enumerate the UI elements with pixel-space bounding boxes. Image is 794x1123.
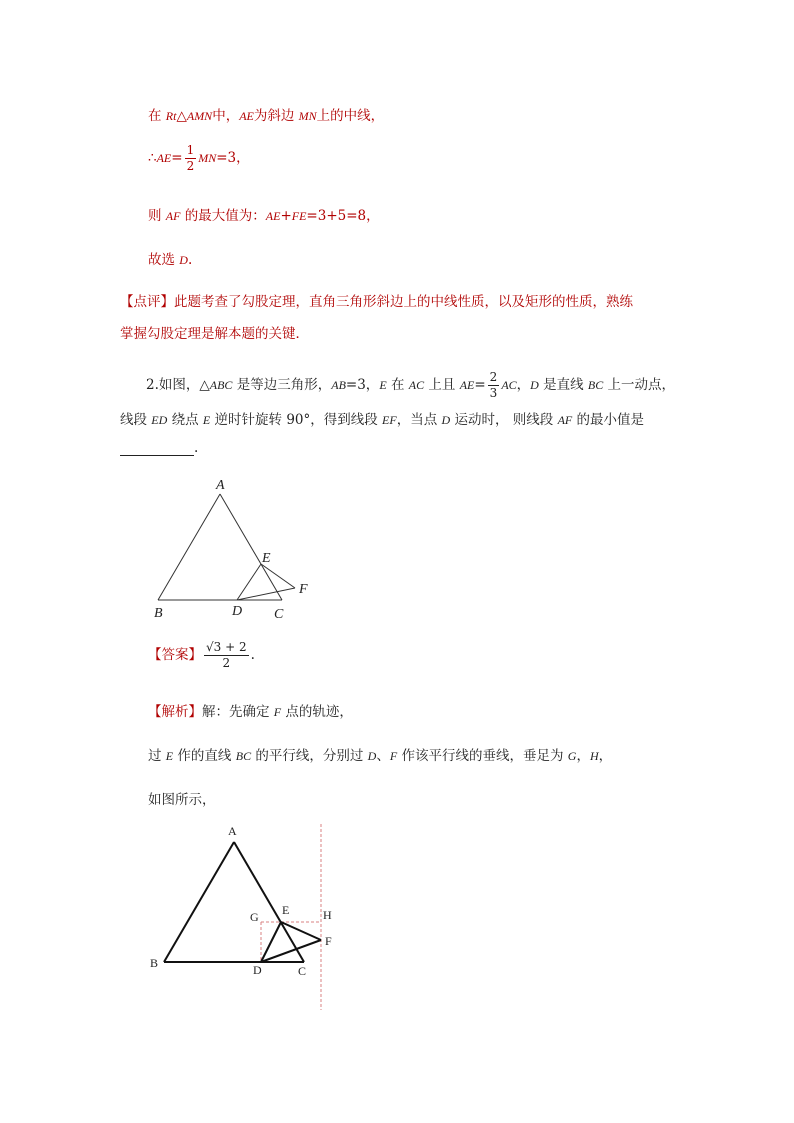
label-e-2: E [282,903,290,917]
fraction-one-half: $\frac{1}{2}$ [186,143,195,173]
label-a: A [216,478,225,493]
label-c-2: C [298,964,307,978]
solution-line-2: ∴AE= $\frac{1}{2}$ MN=3， [148,143,250,173]
comment-paragraph: 【点评】此题考查了勾股定理，直角三角形斜边上的中线性质，以及矩形的性质，熟练 掌握勾股定理是解本题的关键． [120,294,633,342]
segment-ab-2 [164,842,234,962]
problem-2-statement-line-2: 线段 ED 绕点 E 逆时针旋转 90°，得到线段 EF，当点 D 运动时， 则线段 AF 的最小值是 [120,412,645,428]
answer-blank [120,455,194,456]
solution-line-3: 则 AF 的最大值为：AE+FE=3+5=8， [148,208,380,224]
label-d-2: D [253,963,262,977]
label-h-2: H [323,908,332,922]
label-f-2: F [325,934,332,948]
solution-line-1: 在 Rt△AMN中，AE为斜边 MN上的中线， [148,108,385,124]
figure-2-construction [140,818,360,1018]
label-b-2: B [150,956,159,970]
segment-ab [158,494,220,600]
blank-period: . [194,440,199,456]
label-e: E [262,551,271,566]
segment-ac [220,494,282,600]
label-d: D [232,604,243,619]
analysis-line-1: 【解析】解：先确定 F 点的轨迹， [148,704,353,720]
label-b: B [154,606,163,621]
segment-ef [261,564,295,588]
segment-df [237,588,295,600]
analysis-line-3: 如图所示， [148,792,216,808]
answer-line: 【答案】 $\frac{√3 + 2}{2}$ . [148,640,255,670]
segment-ed [237,564,261,600]
analysis-line-2: 过 E 作的直线 BC 的平行线，分别过 D、F 作该平行线的垂线，垂足为 G，H， [148,748,613,764]
problem-2-statement: 2.如图，△ABC 是等边三角形，AB=3，E 在 AC 上且 AE= $\frac{2}{3}$ AC，D 是直线 BC 上一动点， [146,370,676,400]
label-f: F [299,582,308,597]
fraction-answer: $\frac{√3 + 2}{2}$ [206,640,247,670]
fraction-two-thirds: $\frac{2}{3}$ [489,370,498,400]
label-a-2: A [228,824,237,838]
figure-1-triangle [140,470,340,630]
solution-line-4: 故选 D. [148,252,193,268]
label-g-2: G [250,910,259,924]
label-c: C [274,607,284,622]
